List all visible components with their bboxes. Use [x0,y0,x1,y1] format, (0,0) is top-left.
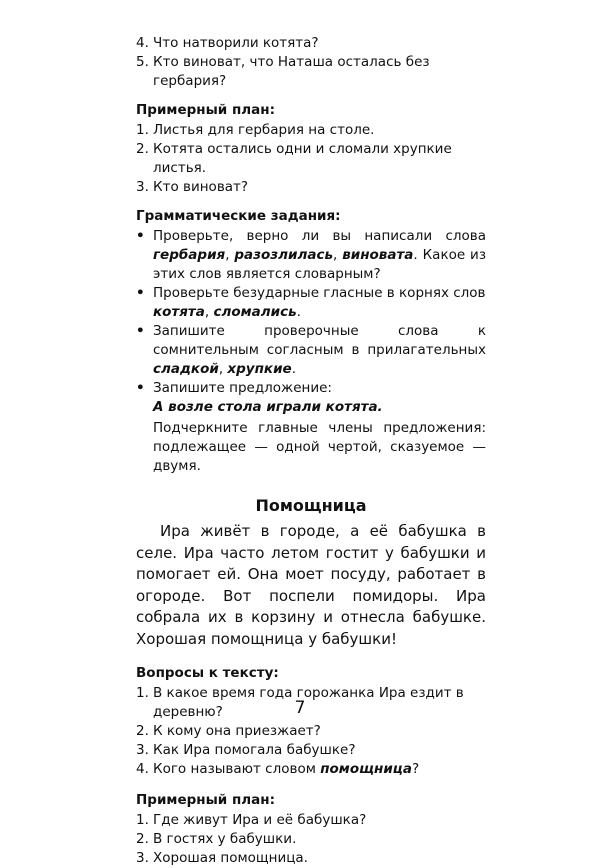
grammar-task: • Запишите проверочные слова к сомнительным согласным в прилагательных сладкой, хрупкие. [136,323,486,377]
list-item: 3. Хорошая помощница. [136,850,308,866]
bullet-icon: • [136,323,145,339]
example-sentence: А возле стола играли котята. [153,399,383,415]
keyword: гербария [153,247,226,263]
list-item: 1. Где живут Ира и её бабушка? [136,812,367,828]
plan-heading: Примерный план: [136,102,276,118]
grammar-task: • Проверьте, верно ли вы написали слова гербария, разозлилась, виновата. Какое из этих слов является словарным? [136,228,486,282]
list-item: 5. Кто виноват, что Наташа осталась без гербария? [136,54,430,89]
list-item: 1. Листья для гербария на столе. [136,122,375,138]
grammar-task: • Проверьте безударные гласные в корнях слов котята, сломались. [136,285,486,320]
keyword: помощница [320,761,412,777]
plan-list [136,121,486,197]
question-list-continued [136,34,486,91]
keyword: виновата [342,247,414,263]
grammar-tasks [136,227,486,476]
page-number: 7 [294,698,306,718]
bullet-icon: • [136,228,145,244]
story-title: Помощница [255,496,367,515]
keyword: сломались [213,304,297,320]
questions-heading: Вопросы к тексту: [136,665,279,681]
list-item: 2. Котята остались одни и сломали хрупкие листья. [136,141,452,176]
list-item: 4. Что натворили котята? [136,35,319,51]
bullet-icon: • [136,285,145,301]
task-note: Подчеркните главные члены предложения: подлежащее — одной чертой, сказуемое — двумя. [153,420,486,474]
keyword: разозлилась [234,247,334,263]
plan-heading: Примерный план: [136,792,276,808]
list-item: 2. В гостях у бабушки. [136,831,297,847]
list-item: 3. Кто виноват? [136,179,249,195]
grammar-task: • Запишите предложение: А возле стола играли котята. Подчеркните главные члены предложения: подлежащее — одной чертой, сказуемое — двумя. [136,380,486,474]
keyword: сладкой [153,361,219,377]
list-item: 3. Как Ира помогала бабушке? [136,742,356,758]
page-content [136,34,486,868]
keyword: хрупкие [227,361,292,377]
story-text: Ира живёт в городе, а её бабушка в селе. Ира часто летом гостит у бабушки и помогает ей. Она моет посуду, работает в огороде. Вот поспели помидоры. Ира собрала их в корзину и отнесла бабушке. Хорошая помощница у бабушки! [136,522,486,648]
plan-list [136,811,486,868]
keyword: котята [153,304,205,320]
bullet-icon: • [136,380,145,396]
grammar-heading: Грамматические задания: [136,208,341,224]
list-item: 4. Кого называют словом помощница? [136,761,420,777]
list-item: 1. В какое время года горожанка Ира ездит в деревню? [136,685,464,720]
list-item: 2. К кому она приезжает? [136,723,321,739]
